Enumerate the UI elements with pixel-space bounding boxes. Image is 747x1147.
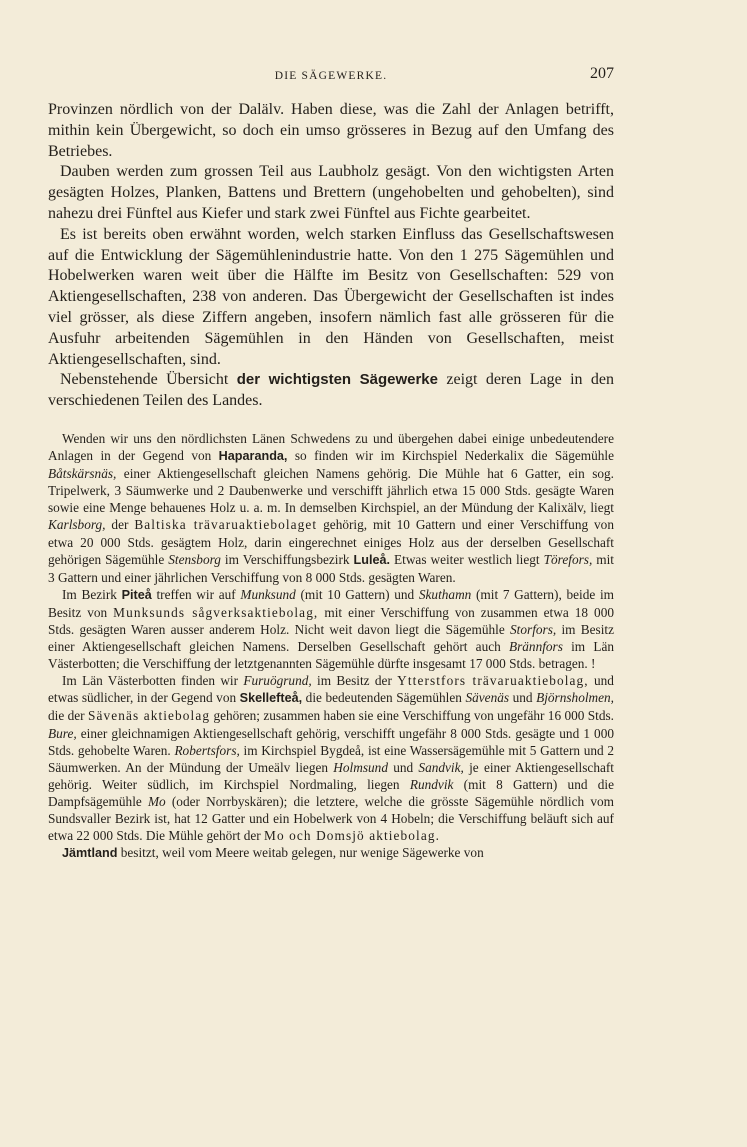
text-run: der xyxy=(105,517,135,533)
text-run: mit 3 Gattern und einer jährlichen Verschiffung von 8 000 Stds. gesägten Waren. xyxy=(48,551,614,585)
company-name: Munksunds sågverksaktiebolag, xyxy=(113,604,319,620)
text-run: Nebenstehende Übersicht xyxy=(60,371,237,389)
text-run: Es ist bereits oben erwähnt worden, welch starken Einfluss das Gesellschaftswesen auf die Entwicklung der Sägemühlenindustrie hatte. Von den 1 275 Sägemühlen und Hobelwerken waren weit über die Hälfte im Besitz von Gesellschaften: 529 von Aktiengesellschaften, 238 von anderen. Das Übergewicht der Gesellschaften ist indes viel grösser, als diese Ziffern angeben, insofern nämlich fast alle grösseren für die Ausfuhr arbeitenden Sägemühlen in den Händen von Gesellschaften, meist Aktiengesellschaften, sind. xyxy=(48,225,614,368)
text-run: im Kirchspiel Bygdeå, ist eine Wassersägemühle mit 5 Gattern und 2 Säumwerken. An der Mündung der Umeälv liegen xyxy=(48,742,614,775)
paragraph xyxy=(48,225,614,371)
text-run: treffen wir auf xyxy=(151,586,241,602)
text-run: gehören; zusammen haben sie eine Verschiffung von ungefähr 16 000 Stds. xyxy=(210,708,614,724)
text-run: und etwas südlicher, in der Gegend von xyxy=(48,673,614,706)
mill-name: Brännfors xyxy=(508,639,563,655)
text-run: im Verschiffungsbezirk xyxy=(220,551,354,567)
text-run: im Besitz der xyxy=(311,673,398,689)
text-run: im Län Västerbotten; die Verschiffung der letztgenannten Sägemühle dürfte insgesamt 17 000 Stds. betragen. ! xyxy=(48,639,615,672)
mill-name: Robertsfors, xyxy=(174,742,240,758)
small-print-section xyxy=(48,430,614,862)
paragraph xyxy=(48,370,614,412)
paragraph: Dauben werden zum grossen Teil aus Laubholz gesägt. Von den wichtigsten Arten gesägten Holzes, Planken, Battens und Brettern (ungehobelten und gehobelten), sind nahezu drei Fünftel aus Kiefer und stark zwei Fünftel aus Fichte gearbeitet. xyxy=(48,163,614,222)
text-run: einer gleichnamigen Aktiengesellschaft gehörig, verschifft ungefähr 8 000 Stds. gesägte und 1 000 Stds. gehobelte Waren. xyxy=(48,725,614,758)
text-run: so finden wir im Kirchspiel Nederkalix die Sägemühle xyxy=(287,448,614,464)
mill-name: Holmsund xyxy=(333,759,388,775)
mill-name: Törefors, xyxy=(543,551,593,567)
text-run: besitzt, weil vom Meere weitab gelegen, nur wenige Sägewerke von xyxy=(117,845,484,861)
paragraph xyxy=(48,844,614,862)
main-text xyxy=(48,100,614,412)
text-run: Etwas weiter westlich liegt xyxy=(390,551,544,567)
paragraph xyxy=(48,672,614,844)
company-name: Ytterstfors trävaruaktiebolag, xyxy=(397,673,589,689)
page-number: 207 xyxy=(590,65,614,82)
text-run: die bedeutenden Sägemühlen xyxy=(302,690,466,706)
paragraph: Provinzen nördlich von der Dalälv. Haben diese, was die Zahl der Anlagen betrifft, mithin kein Übergewicht, so doch ein umso grösseres in Bezug auf den Umfang des Betriebes. xyxy=(48,101,614,160)
text-run: Im Bezirk xyxy=(62,586,122,602)
paragraph xyxy=(48,430,614,586)
place-name: Piteå xyxy=(121,587,152,602)
company-name: Baltiska trävaruaktiebolaget xyxy=(134,517,318,533)
mill-name: Munksund xyxy=(240,586,296,602)
text-run: und xyxy=(509,690,537,706)
text-run: (mit 8 Gattern) und die Dampfsägemühle xyxy=(48,776,615,809)
mill-name: Mo xyxy=(147,793,166,809)
paragraph xyxy=(48,586,614,672)
text-run: (mit 10 Gattern) und xyxy=(295,586,419,602)
mill-name: Sävenäs xyxy=(465,690,510,706)
mill-name: Sandvik, xyxy=(418,759,464,775)
bold-term: der wichtigsten Sägewerke xyxy=(236,371,438,389)
mill-name: Bure, xyxy=(48,725,77,741)
region-name: Jämtland xyxy=(62,846,118,861)
mill-name: Karlsborg, xyxy=(48,517,106,533)
text-run: mit einer Verschiffung von zusammen etwa 18 000 Stds. gesägten Waren ausser anderem Holz. Nicht weit davon liegt die Sägemühle xyxy=(48,604,614,637)
place-name: Skellefteå, xyxy=(239,691,303,706)
text-run: Im Län Västerbotten finden wir xyxy=(62,673,244,689)
place-name: Luleå. xyxy=(353,552,391,567)
mill-name: Stensborg xyxy=(168,551,221,567)
running-title: DIE SÄGEWERKE. xyxy=(274,70,388,82)
place-name: Haparanda, xyxy=(218,449,288,464)
text-run: im Besitz einer Aktiengesellschaft gleichen Namens. Derselben Gesellschaft gehört auch xyxy=(48,621,615,655)
text-run: (mit 7 Gattern), beide im Besitz von xyxy=(48,586,614,620)
mill-name: Rundvik xyxy=(409,776,454,792)
text-run: gehörig, mit 10 Gattern und einer Verschiffung von etwa 20 000 Stds. gesägtem Holz, darin eingerechnet einiges Holz aus der derselben Gesellschaft gehörigen Sägemühle xyxy=(48,517,614,567)
company-name: Sävenäs aktiebolag xyxy=(87,708,211,724)
mill-name: Björnsholmen, xyxy=(536,690,615,706)
text-run: Wenden wir uns den nördlichsten Länen Schwedens zu und übergehen dabei einige unbedeutendere Anlagen in der Gegend von xyxy=(48,430,614,464)
mill-name: Storfors, xyxy=(510,621,557,637)
text-run: und xyxy=(387,759,419,775)
page-header xyxy=(48,62,614,88)
text-run: die der xyxy=(48,708,88,724)
page-body xyxy=(48,100,614,862)
mill-name: Båtskärsnäs, xyxy=(48,466,117,482)
text-run: zeigt deren Lage in den verschiedenen Teilen des Landes. xyxy=(48,371,614,410)
company-name: Mo och Domsjö aktiebolag. xyxy=(264,828,441,844)
text-run: je einer Aktiengesellschaft gehörig. Weiter südlich, im Kirchspiel Nordmaling, liegen xyxy=(48,759,614,792)
mill-name: Furuögrund, xyxy=(243,673,312,689)
text-run: einer Aktiengesellschaft gleichen Namens gehörig. Die Mühle hat 6 Gatter, ein sog. Tripelwerk, 3 Säumwerke und 2 Daubenwerke und verschifft jährlich etwa 15 000 Stds. gesägte Waren sowie eine Menge behauenes Holz u. a. m. In demselben Kirchspiel, an der Mündung der Kalixälv, liegt xyxy=(48,466,614,516)
text-run: (oder Norrbyskären); die letztere, welche die grösste Sägemühle nördlich vom Sundsvaller Bezirk ist, hat 12 Gatter und ein Hobelwerk von 4 Hobeln; die Verschiffung beläuft sich auf etwa 22 000 Stds. Die Mühle gehört der xyxy=(48,793,614,844)
mill-name: Skuthamn xyxy=(418,586,472,602)
